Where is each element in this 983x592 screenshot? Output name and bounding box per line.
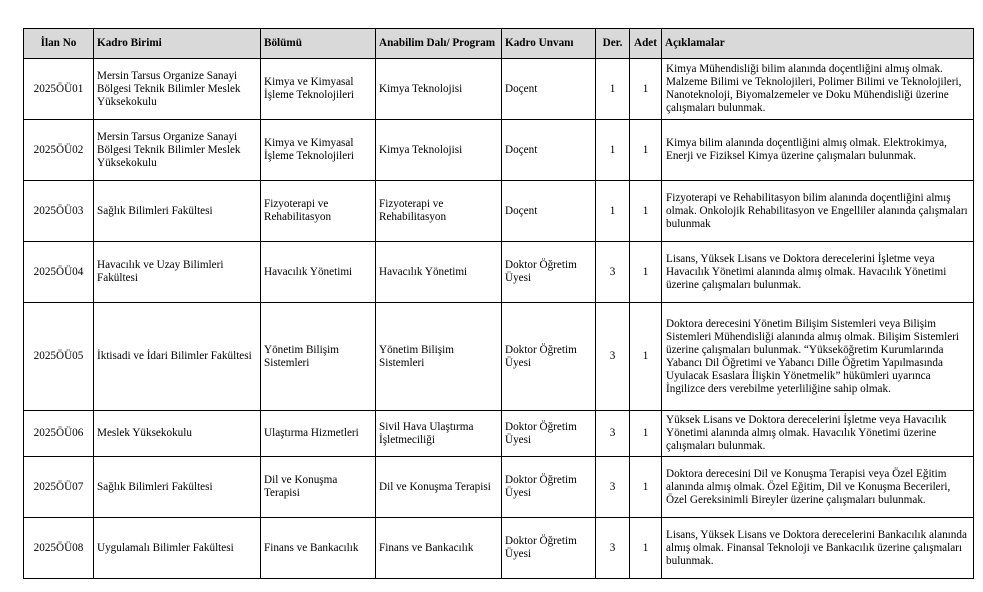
cell-der: 3 (596, 242, 630, 303)
cell-bolumu: Kimya ve Kimyasal İşleme Teknolojileri (261, 59, 376, 120)
cell-kadro-unvani: Doçent (502, 120, 596, 181)
cell-aciklama: Lisans, Yüksek Lisans ve Doktora derecelerini Bankacılık alanında almış olmak. Finansal Teknoloji ve Bankacılık üzerine çalışmaları bulunmak. (662, 518, 974, 579)
cell-anabilim: Kimya Teknolojisi (376, 120, 502, 181)
cell-der: 3 (596, 411, 630, 457)
cell-bolumu: Yönetim Bilişim Sistemleri (261, 303, 376, 411)
table-row (24, 303, 974, 411)
cell-kadro-unvani: Doktor Öğretim Üyesi (502, 242, 596, 303)
cell-adet: 1 (630, 303, 662, 411)
cell-adet: 1 (630, 242, 662, 303)
cell-aciklama: Fizyoterapi ve Rehabilitasyon bilim alanında doçentliğini almış olmak. Onkolojik Rehabilitasyon ve Engelliler alanında çalışmaları bulunmak (662, 181, 974, 242)
cell-ilan-no: 2025ÖÜ05 (24, 303, 94, 411)
cell-der: 3 (596, 518, 630, 579)
cell-aciklama: Yüksek Lisans ve Doktora derecelerini İşletme veya Havacılık Yönetimi alanında almış olmak. Havacılık Yönetimi üzerine çalışmaları bulunmak. (662, 411, 974, 457)
cell-kadro-unvani: Doktor Öğretim Üyesi (502, 518, 596, 579)
table-row (24, 518, 974, 579)
cell-adet: 1 (630, 457, 662, 518)
ilan-table (23, 28, 974, 579)
header-aciklamalar: Açıklamalar (662, 29, 974, 59)
cell-aciklama: Doktora derecesini Dil ve Konuşma Terapisi veya Özel Eğitim alanında almış olmak. Özel Eğitim, Dil ve Konuşma Becerileri, Özel Gereksinimli Bireyler üzerine çalışmaları bulunmak. (662, 457, 974, 518)
cell-anabilim: Fizyoterapi ve Rehabilitasyon (376, 181, 502, 242)
cell-bolumu: Finans ve Bankacılık (261, 518, 376, 579)
cell-bolumu: Havacılık Yönetimi (261, 242, 376, 303)
cell-adet: 1 (630, 59, 662, 120)
cell-bolumu: Fizyoterapi ve Rehabilitasyon (261, 181, 376, 242)
cell-aciklama: Kimya bilim alanında doçentliğini almış olmak. Elektrokimya, Enerji ve Fiziksel Kimya üzerine çalışmaları bulunmak. (662, 120, 974, 181)
table-row (24, 181, 974, 242)
cell-kadro-birimi: İktisadi ve İdari Bilimler Fakültesi (94, 303, 261, 411)
header-anabilim: Anabilim Dalı/ Program (376, 29, 502, 59)
cell-kadro-birimi: Meslek Yüksekokulu (94, 411, 261, 457)
cell-ilan-no: 2025ÖÜ01 (24, 59, 94, 120)
cell-der: 3 (596, 457, 630, 518)
cell-adet: 1 (630, 181, 662, 242)
cell-adet: 1 (630, 518, 662, 579)
header-kadro-unvani: Kadro Unvanı (502, 29, 596, 59)
cell-anabilim: Kimya Teknolojisi (376, 59, 502, 120)
cell-anabilim: Finans ve Bankacılık (376, 518, 502, 579)
cell-kadro-unvani: Doktor Öğretim Üyesi (502, 411, 596, 457)
cell-kadro-birimi: Uygulamalı Bilimler Fakültesi (94, 518, 261, 579)
cell-kadro-unvani: Doktor Öğretim Üyesi (502, 457, 596, 518)
table-row (24, 411, 974, 457)
cell-bolumu: Ulaştırma Hizmetleri (261, 411, 376, 457)
cell-kadro-birimi: Mersin Tarsus Organize Sanayi Bölgesi Teknik Bilimler Meslek Yüksekokulu (94, 120, 261, 181)
header-adet: Adet (630, 29, 662, 59)
header-row (24, 29, 974, 59)
cell-aciklama: Doktora derecesini Yönetim Bilişim Sistemleri veya Bilişim Sistemleri Mühendisliği alanında almış olmak. Bilişim Sistemleri üzerine çalışmaları bulunmak. “Yükseköğretim Kurumlarında Yabancı Dil Öğretimi ve Yabancı Dille Öğretim Yapılmasında Uyulacak Esaslara İlişkin Yönetmelik” hükümleri uyarınca İngilizce ders verebilme yeterliliğine sahip olmak. (662, 303, 974, 411)
cell-aciklama: Kimya Mühendisliği bilim alanında doçentliğini almış olmak. Malzeme Bilimi ve Teknolojileri, Polimer Bilimi ve Teknolojileri, Nanoteknoloji, Biyomalzemeler ve Doku Mühendisliği üzerine çalışmaları bulunmak. (662, 59, 974, 120)
table-row (24, 120, 974, 181)
header-bolumu: Bölümü (261, 29, 376, 59)
table-row (24, 457, 974, 518)
cell-anabilim: Sivil Hava Ulaştırma İşletmeciliği (376, 411, 502, 457)
cell-kadro-unvani: Doktor Öğretim Üyesi (502, 303, 596, 411)
cell-kadro-birimi: Mersin Tarsus Organize Sanayi Bölgesi Teknik Bilimler Meslek Yüksekokulu (94, 59, 261, 120)
cell-kadro-birimi: Sağlık Bilimleri Fakültesi (94, 457, 261, 518)
cell-kadro-unvani: Doçent (502, 59, 596, 120)
cell-anabilim: Dil ve Konuşma Terapisi (376, 457, 502, 518)
table-row (24, 59, 974, 120)
cell-ilan-no: 2025ÖÜ03 (24, 181, 94, 242)
cell-anabilim: Yönetim Bilişim Sistemleri (376, 303, 502, 411)
cell-ilan-no: 2025ÖÜ06 (24, 411, 94, 457)
cell-bolumu: Kimya ve Kimyasal İşleme Teknolojileri (261, 120, 376, 181)
cell-der: 3 (596, 303, 630, 411)
header-kadro-birimi: Kadro Birimi (94, 29, 261, 59)
cell-der: 1 (596, 181, 630, 242)
cell-der: 1 (596, 120, 630, 181)
table-row (24, 242, 974, 303)
header-ilan-no: İlan No (24, 29, 94, 59)
cell-kadro-birimi: Havacılık ve Uzay Bilimleri Fakültesi (94, 242, 261, 303)
cell-kadro-birimi: Sağlık Bilimleri Fakültesi (94, 181, 261, 242)
cell-ilan-no: 2025ÖÜ02 (24, 120, 94, 181)
cell-ilan-no: 2025ÖÜ07 (24, 457, 94, 518)
cell-kadro-unvani: Doçent (502, 181, 596, 242)
cell-ilan-no: 2025ÖÜ08 (24, 518, 94, 579)
cell-ilan-no: 2025ÖÜ04 (24, 242, 94, 303)
cell-adet: 1 (630, 411, 662, 457)
cell-der: 1 (596, 59, 630, 120)
cell-adet: 1 (630, 120, 662, 181)
cell-aciklama: Lisans, Yüksek Lisans ve Doktora derecelerini İşletme veya Havacılık Yönetimi alanında almış olmak. Havacılık Yönetimi üzerine çalışmaları bulunmak. (662, 242, 974, 303)
cell-bolumu: Dil ve Konuşma Terapisi (261, 457, 376, 518)
header-der: Der. (596, 29, 630, 59)
cell-anabilim: Havacılık Yönetimi (376, 242, 502, 303)
